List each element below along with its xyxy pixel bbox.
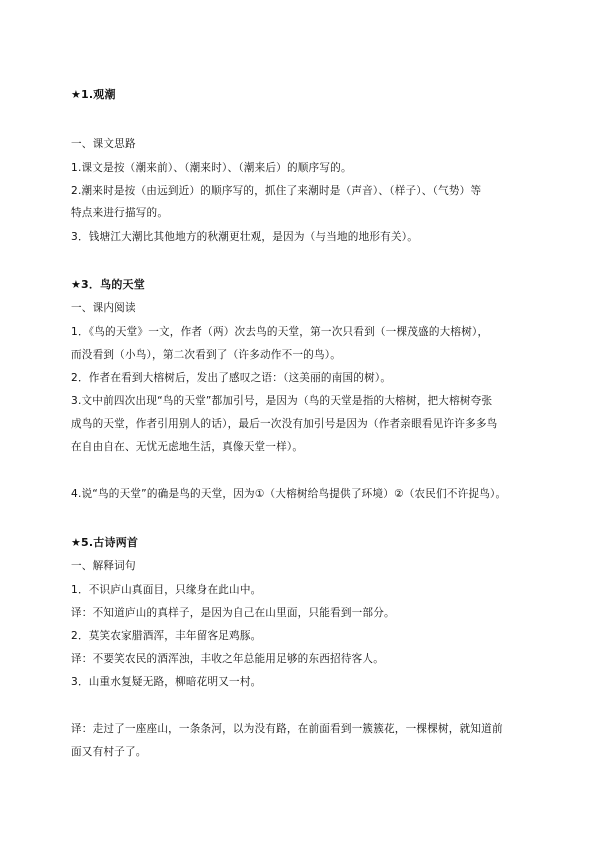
- text-line: 成鸟的天堂，作者引用别人的话），最后一次没有加引号是因为（作者亲眼看见许许多多鸟: [71, 418, 498, 430]
- section-heading-gushi: ★5.古诗两首: [71, 536, 139, 549]
- text-line: 在自由自在、无忧无虑地生活，真像天堂一样）。: [71, 441, 304, 453]
- section-heading-guanchao: ★1.观潮: [71, 88, 116, 101]
- text-line: 2．作者在看到大榕树后，发出了感叹之语：（这美丽的南国的树）。: [71, 372, 392, 384]
- text-line: 3．钱塘江大潮比其他地方的秋潮更壮观，是因为（与当地的地形有关）。: [71, 231, 419, 243]
- text-line: 4.说“鸟的天堂”的确是鸟的天堂，因为①（大榕树给鸟提供了环境）②（农民们不许捉鸟）。: [71, 488, 507, 500]
- text-line: 而没看到（小鸟），第二次看到了（许多动作不一的鸟）。: [71, 349, 342, 361]
- subheading: 一、课内阅读: [71, 302, 136, 314]
- text-line: 1.课文是按（潮来前）、（潮来时）、（潮来后）的顺序写的。: [71, 162, 352, 174]
- text-line: 面又有村子了。: [71, 746, 147, 758]
- text-line: 1．不识庐山真面目，只缘身在此山中。: [71, 584, 262, 596]
- text-line: 译：不要笑农民的酒浑浊，丰收之年总能用足够的东西招待客人。: [71, 653, 385, 665]
- text-line: 译：走过了一座座山，一条条河，以为没有路，在前面看到一簇簇花，一棵棵树，就知道前: [71, 723, 503, 735]
- section-heading-niaodetiantang: ★3．鸟的天堂: [71, 278, 145, 291]
- text-line: 1．《鸟的天堂》一文，作者（两）次去鸟的天堂，第一次只看到（一棵茂盛的大榕树），: [71, 326, 489, 338]
- text-line: 译：不知道庐山的真样子，是因为自己在山里面，只能看到一部分。: [71, 607, 395, 619]
- subheading: 一、解释词句: [71, 560, 136, 572]
- text-line: 2．莫笑农家腊酒浑，丰年留客足鸡豚。: [71, 630, 262, 642]
- subheading: 一、课文思路: [71, 138, 136, 150]
- text-line: 2.潮来时是按（由远到近）的顺序写的，抓住了来潮时是（声音）、（样子）、（气势）等: [71, 185, 482, 197]
- text-line: 3．山重水复疑无路，柳暗花明又一村。: [71, 676, 262, 688]
- text-line: 特点来进行描写的。: [71, 207, 169, 219]
- text-line: 3.文中前四次出现“鸟的天堂”都加引号，是因为（鸟的天堂是指的大榕树，把大榕树夸张: [71, 395, 493, 407]
